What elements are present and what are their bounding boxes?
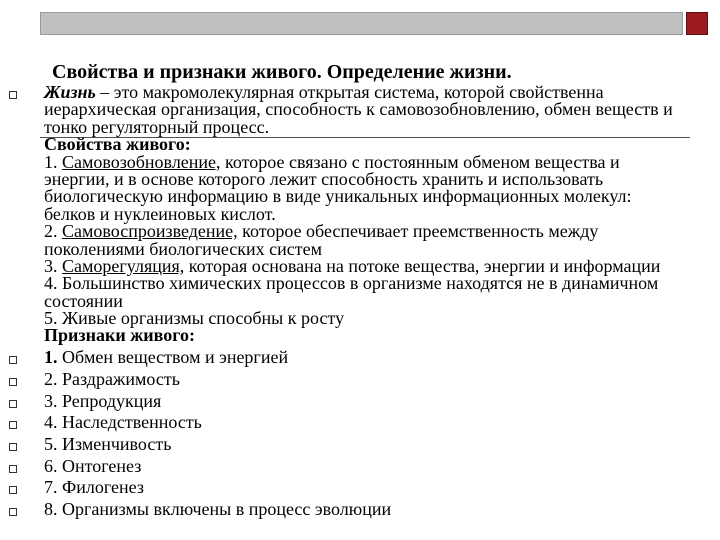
definition-text: иерархическая организация, способность к самовозобновлению, обмен веществ и	[44, 99, 673, 120]
property-text: Большинство химических процессов в организме находятся не в динамичном	[62, 273, 659, 294]
property-number: 2.	[44, 221, 58, 242]
property-term: Самовозобновление,	[62, 151, 221, 172]
square-bullet-icon	[9, 421, 17, 429]
square-bullet-icon	[9, 486, 17, 494]
property-4-line-1	[44, 275, 673, 292]
accent-square	[686, 12, 708, 35]
sign-text: Наследственность	[62, 412, 202, 433]
sign-item-4	[44, 414, 673, 431]
sign-text: Раздражимость	[62, 368, 180, 389]
square-bullet-icon	[9, 356, 17, 364]
property-text: состоянии	[44, 290, 123, 311]
sign-number: 3.	[44, 390, 58, 411]
sign-number: 1.	[44, 347, 58, 368]
property-term: Саморегуляция,	[62, 255, 185, 276]
sign-number: 2.	[44, 368, 58, 389]
sign-item-5	[44, 433, 673, 454]
sign-item-8	[44, 498, 673, 519]
square-bullet-icon	[9, 378, 17, 386]
sign-text: Изменчивость	[62, 433, 172, 454]
sign-item-3	[44, 390, 673, 411]
square-bullet-icon	[9, 465, 17, 473]
property-number: 5.	[44, 308, 58, 329]
sign-text: Организмы включены в процесс эволюции	[62, 498, 392, 519]
property-text: белков и нуклеиновых кислот.	[44, 203, 276, 224]
sign-item-2	[44, 368, 673, 389]
properties-heading: Свойства живого:	[44, 134, 191, 155]
definition-text: тонко регуляторный процесс.	[44, 116, 270, 137]
square-bullet-icon	[9, 91, 17, 99]
definition-text: – это макромолекулярная открытая система, которой свойственна	[100, 82, 604, 102]
property-number: 1.	[44, 151, 58, 172]
property-text: которая основана на потоке вещества, энергии и информации	[188, 255, 661, 276]
sign-number: 8.	[44, 498, 58, 519]
slide-body	[44, 84, 673, 518]
sign-number: 4.	[44, 412, 58, 433]
definition-term: Жизнь	[44, 82, 96, 102]
property-text: поколениями биологических систем	[44, 238, 323, 259]
square-bullet-icon	[9, 400, 17, 408]
sign-number: 6.	[44, 455, 58, 476]
property-number: 3.	[44, 255, 58, 276]
sign-item-1	[44, 349, 673, 366]
property-term: Самовоспроизведение,	[62, 221, 238, 242]
property-text: Живые организмы способны к росту	[62, 308, 345, 329]
sign-item-6	[44, 455, 673, 476]
property-text: энергии, и в основе которого лежит способность хранить и использовать	[44, 168, 604, 189]
sign-number: 7.	[44, 477, 58, 498]
square-bullet-icon	[9, 508, 17, 516]
sign-text: Филогенез	[62, 477, 144, 498]
sign-item-7	[44, 479, 673, 496]
property-text: которое обеспечивает преемственность между	[242, 221, 599, 242]
sign-text: Обмен веществом и энергией	[62, 347, 289, 368]
property-text: которое связано с постоянным обменом вещества и	[225, 151, 620, 172]
sign-text: Репродукция	[62, 390, 162, 411]
header-bar	[40, 12, 683, 35]
property-number: 4.	[44, 273, 58, 294]
sign-text: Онтогенез	[62, 455, 142, 476]
slide-title: Свойства и признаки живого. Определение жизни.	[52, 61, 512, 83]
property-text: биологическую информацию в виде уникальных информационных молекул:	[44, 186, 632, 207]
signs-heading: Признаки живого:	[44, 325, 195, 346]
square-bullet-icon	[9, 443, 17, 451]
sign-number: 5.	[44, 433, 58, 454]
